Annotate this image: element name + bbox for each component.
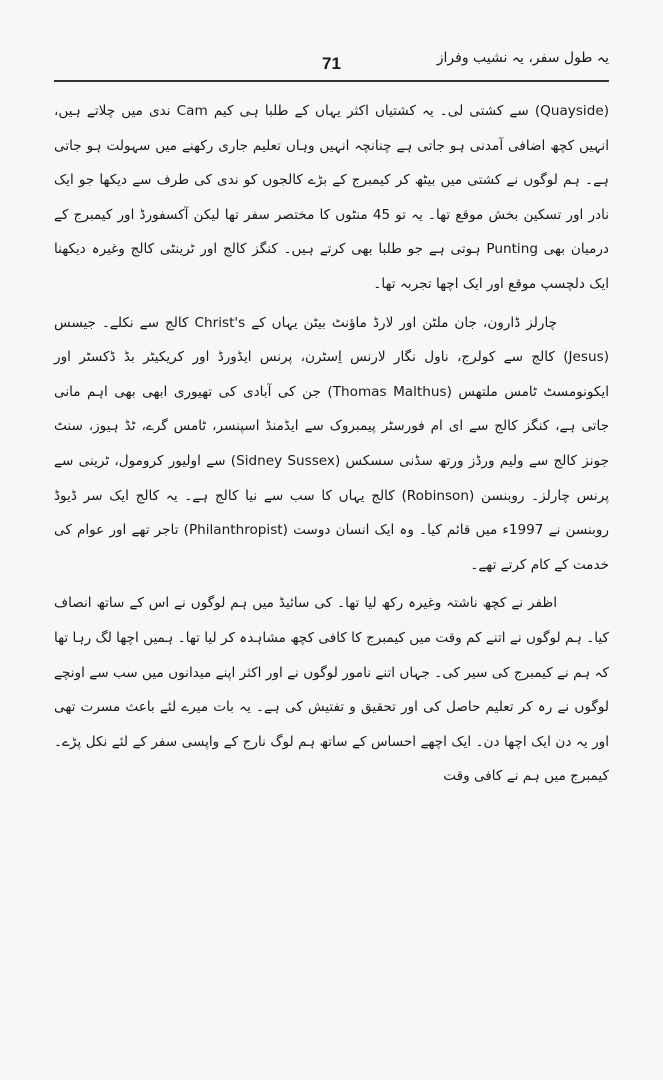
page-number: 71 [322, 54, 341, 73]
running-title: یہ طول سفر، یہ نشیب وفراز [436, 50, 609, 66]
paragraph-alumni: چارلز ڈارون، جان ملٹن اور لارڈ ماؤنٹ بیٹن یہاں کے Christ's کالج سے نکلے۔ جیسس (Jesus) کالج سے کولرج، ناول نگار لارنس اِسٹرن، پرنس ایڈورڈ اور کریکیٹر بڈ ڈکسٹر اور ایکونومسٹ ٹامس ملتھس (Thomas Malthus) جن کی آبادی کی تھیوری ابھی بھی اہم مانی جاتی ہے، کنگز کالج سے ای ام فورسٹر پیمبروک سے ایڈمنڈ اسپنسر، ٹامس گرے، ٹڈ ہیوز، سنٹ جونز کالج سے ولیم ورڈز ورتھ سڈنی سسکس (Sidney Sussex) سے اولیور کرومول، ٹرینی سے پرنس چارلز۔ روبنسن (Robinson) کالج یہاں کا سب سے نیا کالج ہے۔ یہ کالج ایک سر ڈیوڈ روبنسن نے 1997ء میں قائم کیا۔ وہ ایک انسان دوست (Philanthropist) تاجر تھے اور عوام کی خدمت کے کام کرتے تھے۔ [54, 314, 610, 573]
page-header [54, 36, 609, 82]
page-body [54, 94, 609, 794]
paragraph-punting: (Quayside) سے کشتی لی۔ یہ کشتیاں اکثر یہاں کے طلبا ہی کیم Cam ندی میں چلاتے ہیں، انہیں کچھ اضافی آمدنی ہو جاتی ہے چنانچہ انہیں وہاں تعلیم جاری رکھنے میں سہولت ہو جاتی ہے۔ ہم لوگوں نے کشتی میں بیٹھ کر کیمبرج کے بڑے کالجوں کو ندی کی طرف سے دیکھا جو ایک نادر اور تسکین بخش موقع تھا۔ یہ تو 45 منٹوں کا مختصر سفر تھا لیکن آکسفورڈ اور کیمبرج کے درمیان بھی Punting ہوتی ہے جو طلبا بھی کرتے ہیں۔ کنگز کالج اور ٹرینٹی کالج وغیرہ دیکھنا ایک دلچسپ موقع اور ایک اچھا تجربہ تھا۔ [54, 103, 609, 292]
paragraph-departure: اظفر نے کچھ ناشتہ وغیرہ رکھ لیا تھا۔ کی سائیڈ میں ہم لوگوں نے اس کے ساتھ انصاف کیا۔ ہم لوگوں نے اتنے کم وقت میں کیمبرج کا کافی کچھ مشاہدہ کر لیا تھا۔ ہمیں اچھا لگ رہا تھا کہ ہم نے کیمبرج کی سیر کی۔ جہاں اتنے نامور لوگوں نے اور اکثر اپنے میدانوں میں سب سے اونچے لوگوں نے رہ کر تعلیم حاصل کی اور تحقیق و تفتیش کی ہے۔ یہ بات میرے لئے باعث مسرت تھی اور یہ دن ایک اچھا دن۔ ایک اچھے احساس کے ساتھ ہم لوگ نارج کے واپسی سفر کے لئے نکل پڑے۔ کیمبرج میں ہم نے کافی وقت [54, 595, 609, 785]
